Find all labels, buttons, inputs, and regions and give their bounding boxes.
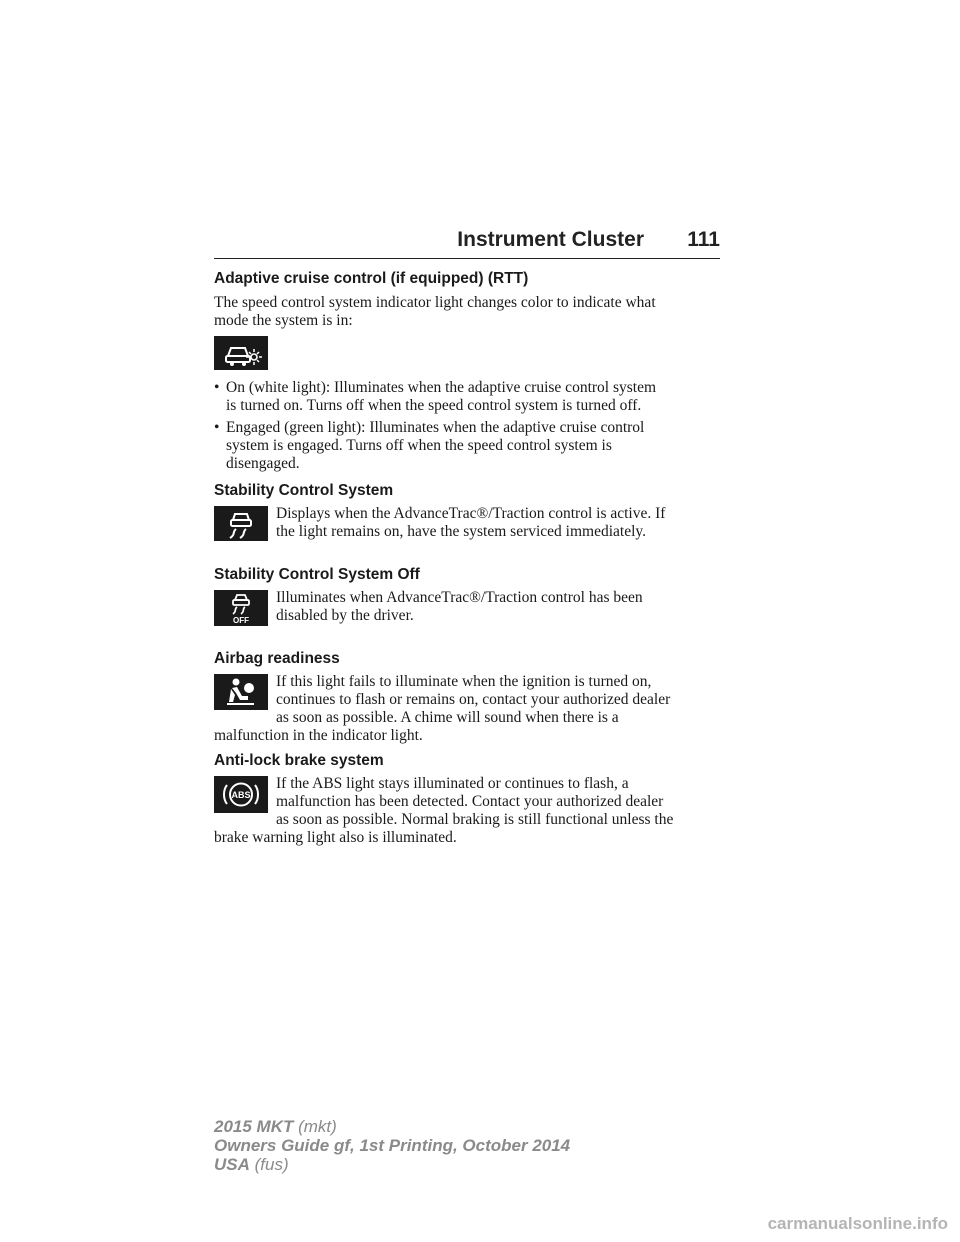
stability-off-line: disabled by the driver.	[276, 607, 414, 624]
stability-off-heading: Stability Control System Off	[214, 566, 420, 583]
airbag-icon	[214, 674, 268, 710]
adaptive-cruise-icon	[214, 336, 268, 370]
stability-control-icon	[214, 506, 268, 541]
bullet-line: On (white light): Illuminates when the adaptive cruise control system	[226, 379, 657, 396]
stability-off-text	[276, 589, 643, 625]
airbag-line: If this light fails to illuminate when the ignition is turned on,	[276, 673, 652, 690]
airbag-line: malfunction in the indicator light.	[214, 727, 423, 744]
acc-intro	[214, 294, 656, 330]
abs-line: malfunction has been detected. Contact your authorized dealer	[276, 793, 664, 810]
market-code: (fus)	[254, 1155, 289, 1174]
abs-tail	[214, 829, 457, 847]
print-footer	[214, 1117, 570, 1174]
airbag-line: as soon as possible. A chime will sound when there is a	[276, 709, 619, 726]
page-number: 111	[687, 228, 720, 251]
stability-line: Displays when the AdvanceTrac®/Traction control is active. If	[276, 505, 666, 522]
bullet-line: Engaged (green light): Illuminates when the adaptive cruise control	[226, 419, 645, 436]
abs-icon	[214, 776, 268, 813]
printing-info: Owners Guide gf, 1st Printing, October 2014	[214, 1136, 571, 1155]
airbag-heading: Airbag readiness	[214, 650, 340, 667]
airbag-tail	[214, 727, 423, 745]
stability-line: the light remains on, have the system serviced immediately.	[276, 523, 647, 540]
airbag-line: continues to flash or remains on, contact your authorized dealer	[276, 691, 671, 708]
stability-text	[276, 505, 665, 541]
stability-heading: Stability Control System	[214, 482, 394, 499]
stability-off-line: Illuminates when AdvanceTrac®/Traction control has been	[276, 589, 643, 606]
page-header	[214, 228, 720, 259]
acc-heading: Adaptive cruise control (if equipped) (RTT)	[214, 270, 529, 287]
bullet-line: system is engaged. Turns off when the speed control system is	[226, 437, 612, 454]
bullet-line: disengaged.	[226, 455, 300, 472]
off-label: OFF	[233, 616, 249, 625]
abs-heading: Anti-lock brake system	[214, 752, 384, 769]
airbag-text	[276, 673, 670, 727]
abs-label: ABS	[231, 790, 251, 800]
acc-intro-line: The speed control system indicator light changes color to indicate what	[214, 294, 656, 311]
abs-line: as soon as possible. Normal braking is still functional unless the	[276, 811, 674, 828]
model-year: 2015 MKT	[214, 1117, 294, 1136]
chapter-title: Instrument Cluster	[457, 228, 644, 251]
acc-intro-line: mode the system is in:	[214, 312, 353, 329]
abs-line: brake warning light also is illuminated.	[214, 829, 457, 846]
watermark: carmanualsonline.info	[767, 1214, 948, 1233]
market: USA	[214, 1155, 250, 1174]
model-code: (mkt)	[298, 1117, 337, 1136]
stability-control-off-icon	[214, 590, 268, 626]
abs-line: If the ABS light stays illuminated or continues to flash, a	[276, 775, 629, 792]
bullet-line: is turned on. Turns off when the speed control system is turned off.	[226, 397, 642, 414]
abs-text	[276, 775, 673, 829]
